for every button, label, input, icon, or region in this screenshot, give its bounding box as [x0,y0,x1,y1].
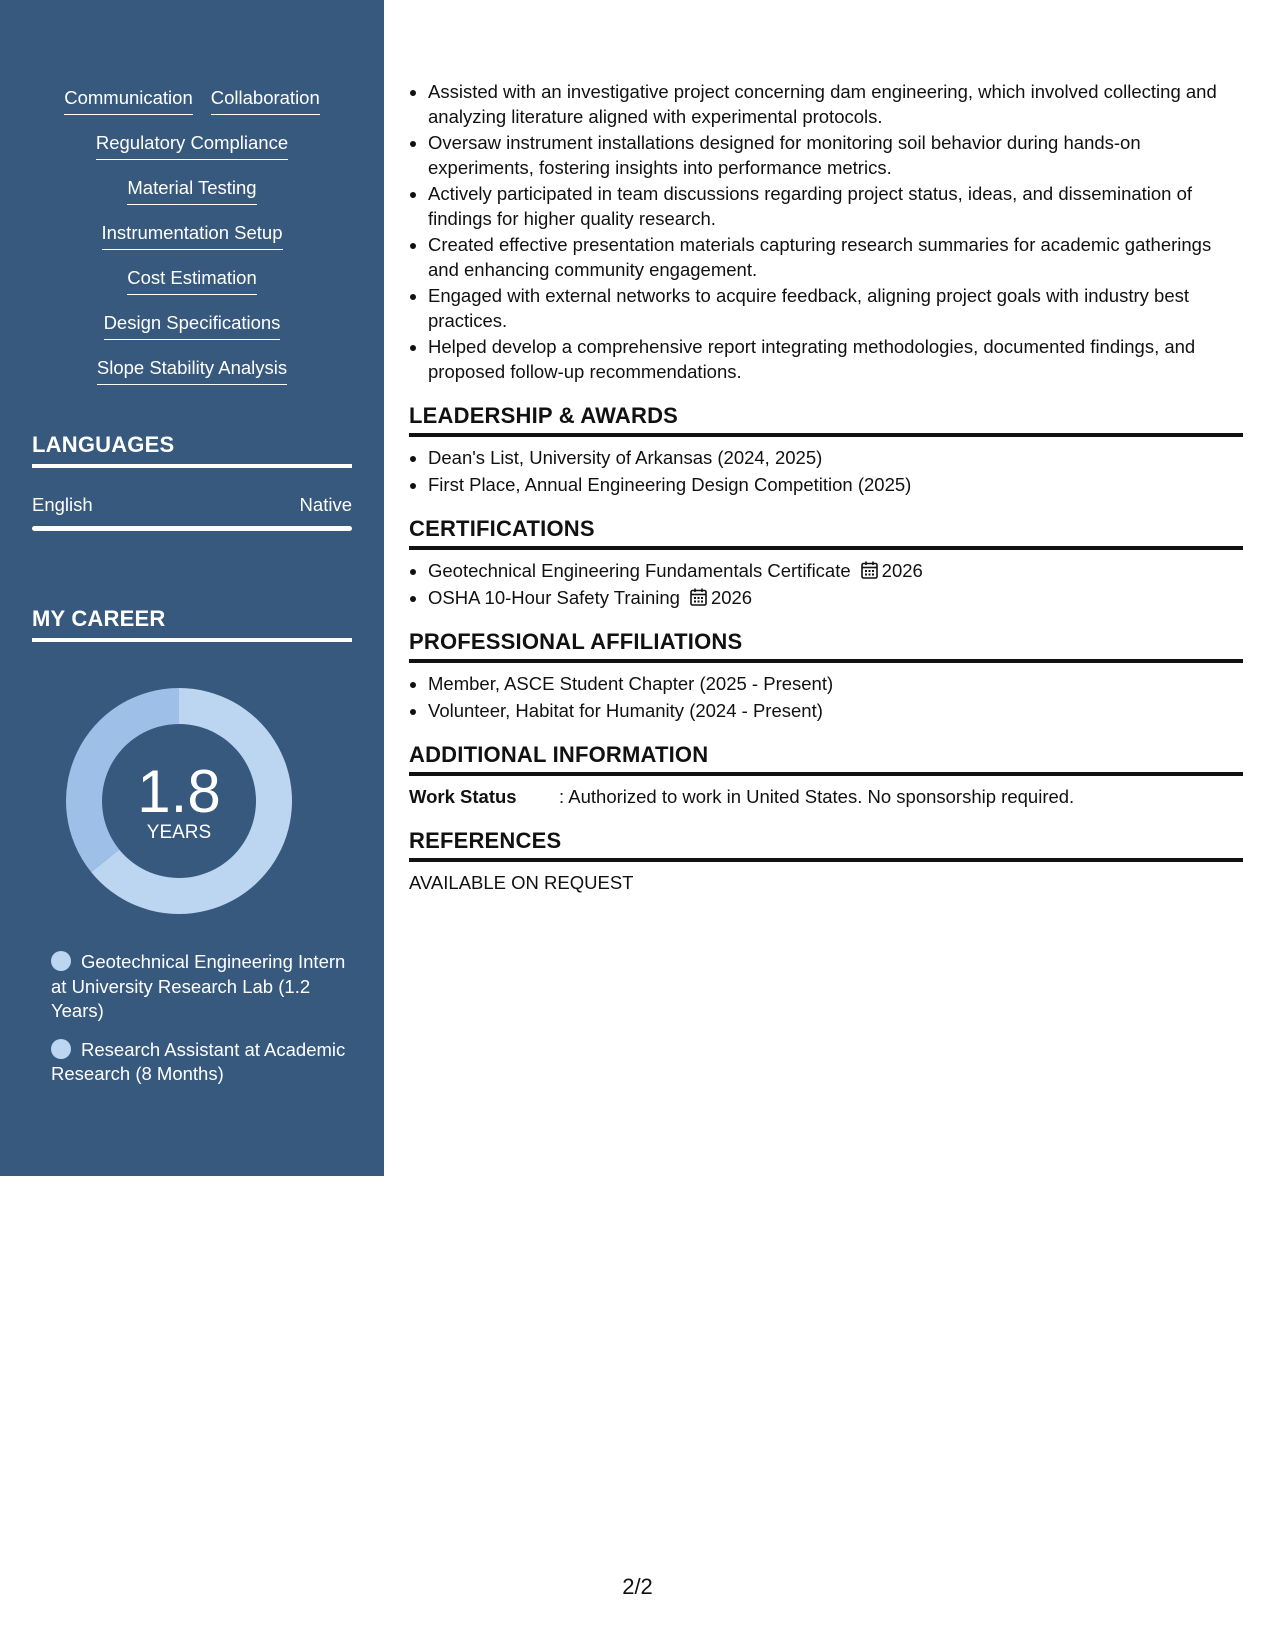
affiliations-list [409,672,1243,723]
affiliation-item: Member, ASCE Student Chapter (2025 - Present) [409,672,1243,697]
references-text: AVAILABLE ON REQUEST [409,872,634,893]
legend-dot-icon [51,951,71,971]
experience-bullet: Oversaw instrument installations designed for monitoring soil behavior during hands-on experiments, fostering insights into performance metrics. [409,131,1243,180]
languages-heading: LANGUAGES [32,432,352,468]
career-item-text: Geotechnical Engineering Intern at University Research Lab (1.2 Years) [51,951,346,1021]
career-item-text: Research Assistant at Academic Research (8 Months) [51,1038,346,1084]
career-legend [51,950,351,1101]
calendar-icon [861,561,878,579]
skill-tag: Collaboration [211,86,320,115]
additional-info-heading: ADDITIONAL INFORMATION [409,742,1243,776]
certification-year: 2026 [710,586,753,608]
language-name: English [32,494,93,515]
legend-dot-icon [51,1039,71,1059]
skill-tag: Instrumentation Setup [102,221,283,250]
career-item [51,1038,351,1087]
skills-row [32,86,352,131]
experience-bullet: Engaged with external networks to acquire feedback, aligning project goals with industry best practices. [409,284,1243,333]
certification-year: 2026 [881,560,923,581]
skills-list [32,86,352,401]
language-level: Native [299,494,352,515]
skills-row [32,176,352,221]
certification-item [409,586,1243,611]
leadership-item: First Place, Annual Engineering Design Competition (2025) [409,473,1243,498]
experience-bullet: Created effective presentation materials capturing research summaries for academic gatherings and enhancing community engagement. [409,233,1243,282]
leadership-list [409,446,1243,497]
career-heading: MY CAREER [32,606,352,642]
certification-item [409,559,1243,584]
references-heading: REFERENCES [409,828,1243,862]
skills-row [32,131,352,176]
work-status-value: : Authorized to work in United States. No sponsorship required. [559,786,1075,807]
leadership-heading: LEADERSHIP & AWARDS [409,403,1243,437]
skill-tag: Slope Stability Analysis [97,356,287,385]
main-content [409,80,1243,895]
certification-name: Geotechnical Engineering Fundamentals Certificate [428,560,851,581]
affiliation-item: Volunteer, Habitat for Humanity (2024 - Present) [409,699,1243,724]
skills-row [32,356,352,401]
skills-row [32,311,352,356]
career-item [51,950,351,1024]
certification-name: OSHA 10-Hour Safety Training [428,586,680,608]
calendar-icon [690,588,707,606]
certifications-list [409,559,1243,610]
certifications-heading: CERTIFICATIONS [409,516,1243,550]
skill-tag: Cost Estimation [127,266,257,295]
sidebar [0,0,384,1176]
language-row [32,494,352,516]
skill-tag: Material Testing [127,176,256,205]
leadership-item: Dean's List, University of Arkansas (2024, 2025) [409,446,1243,471]
experience-bullet: Assisted with an investigative project concerning dam engineering, which involved collecting and analyzing literature aligned with experimental protocols. [409,80,1243,129]
work-status-row [409,785,1243,809]
career-total-unit: YEARS [146,822,212,843]
experience-bullet: Actively participated in team discussions regarding project status, ideas, and dissemination of findings for higher quality research. [409,182,1243,231]
skill-tag: Design Specifications [104,311,281,340]
work-status-label: Work Status [409,786,517,807]
experience-bullets [409,80,1243,384]
page-number: 2/2 [622,1574,653,1599]
skill-tag: Communication [64,86,193,115]
language-level-bar [32,526,352,531]
skills-row [32,221,352,266]
experience-bullet: Helped develop a comprehensive report integrating methodologies, documented findings, and proposed follow-up recommendations. [409,335,1243,384]
skill-tag: Regulatory Compliance [96,131,288,160]
affiliations-heading: PROFESSIONAL AFFILIATIONS [409,629,1243,663]
skills-row [32,266,352,311]
career-total-value: 1.8 [137,758,221,825]
